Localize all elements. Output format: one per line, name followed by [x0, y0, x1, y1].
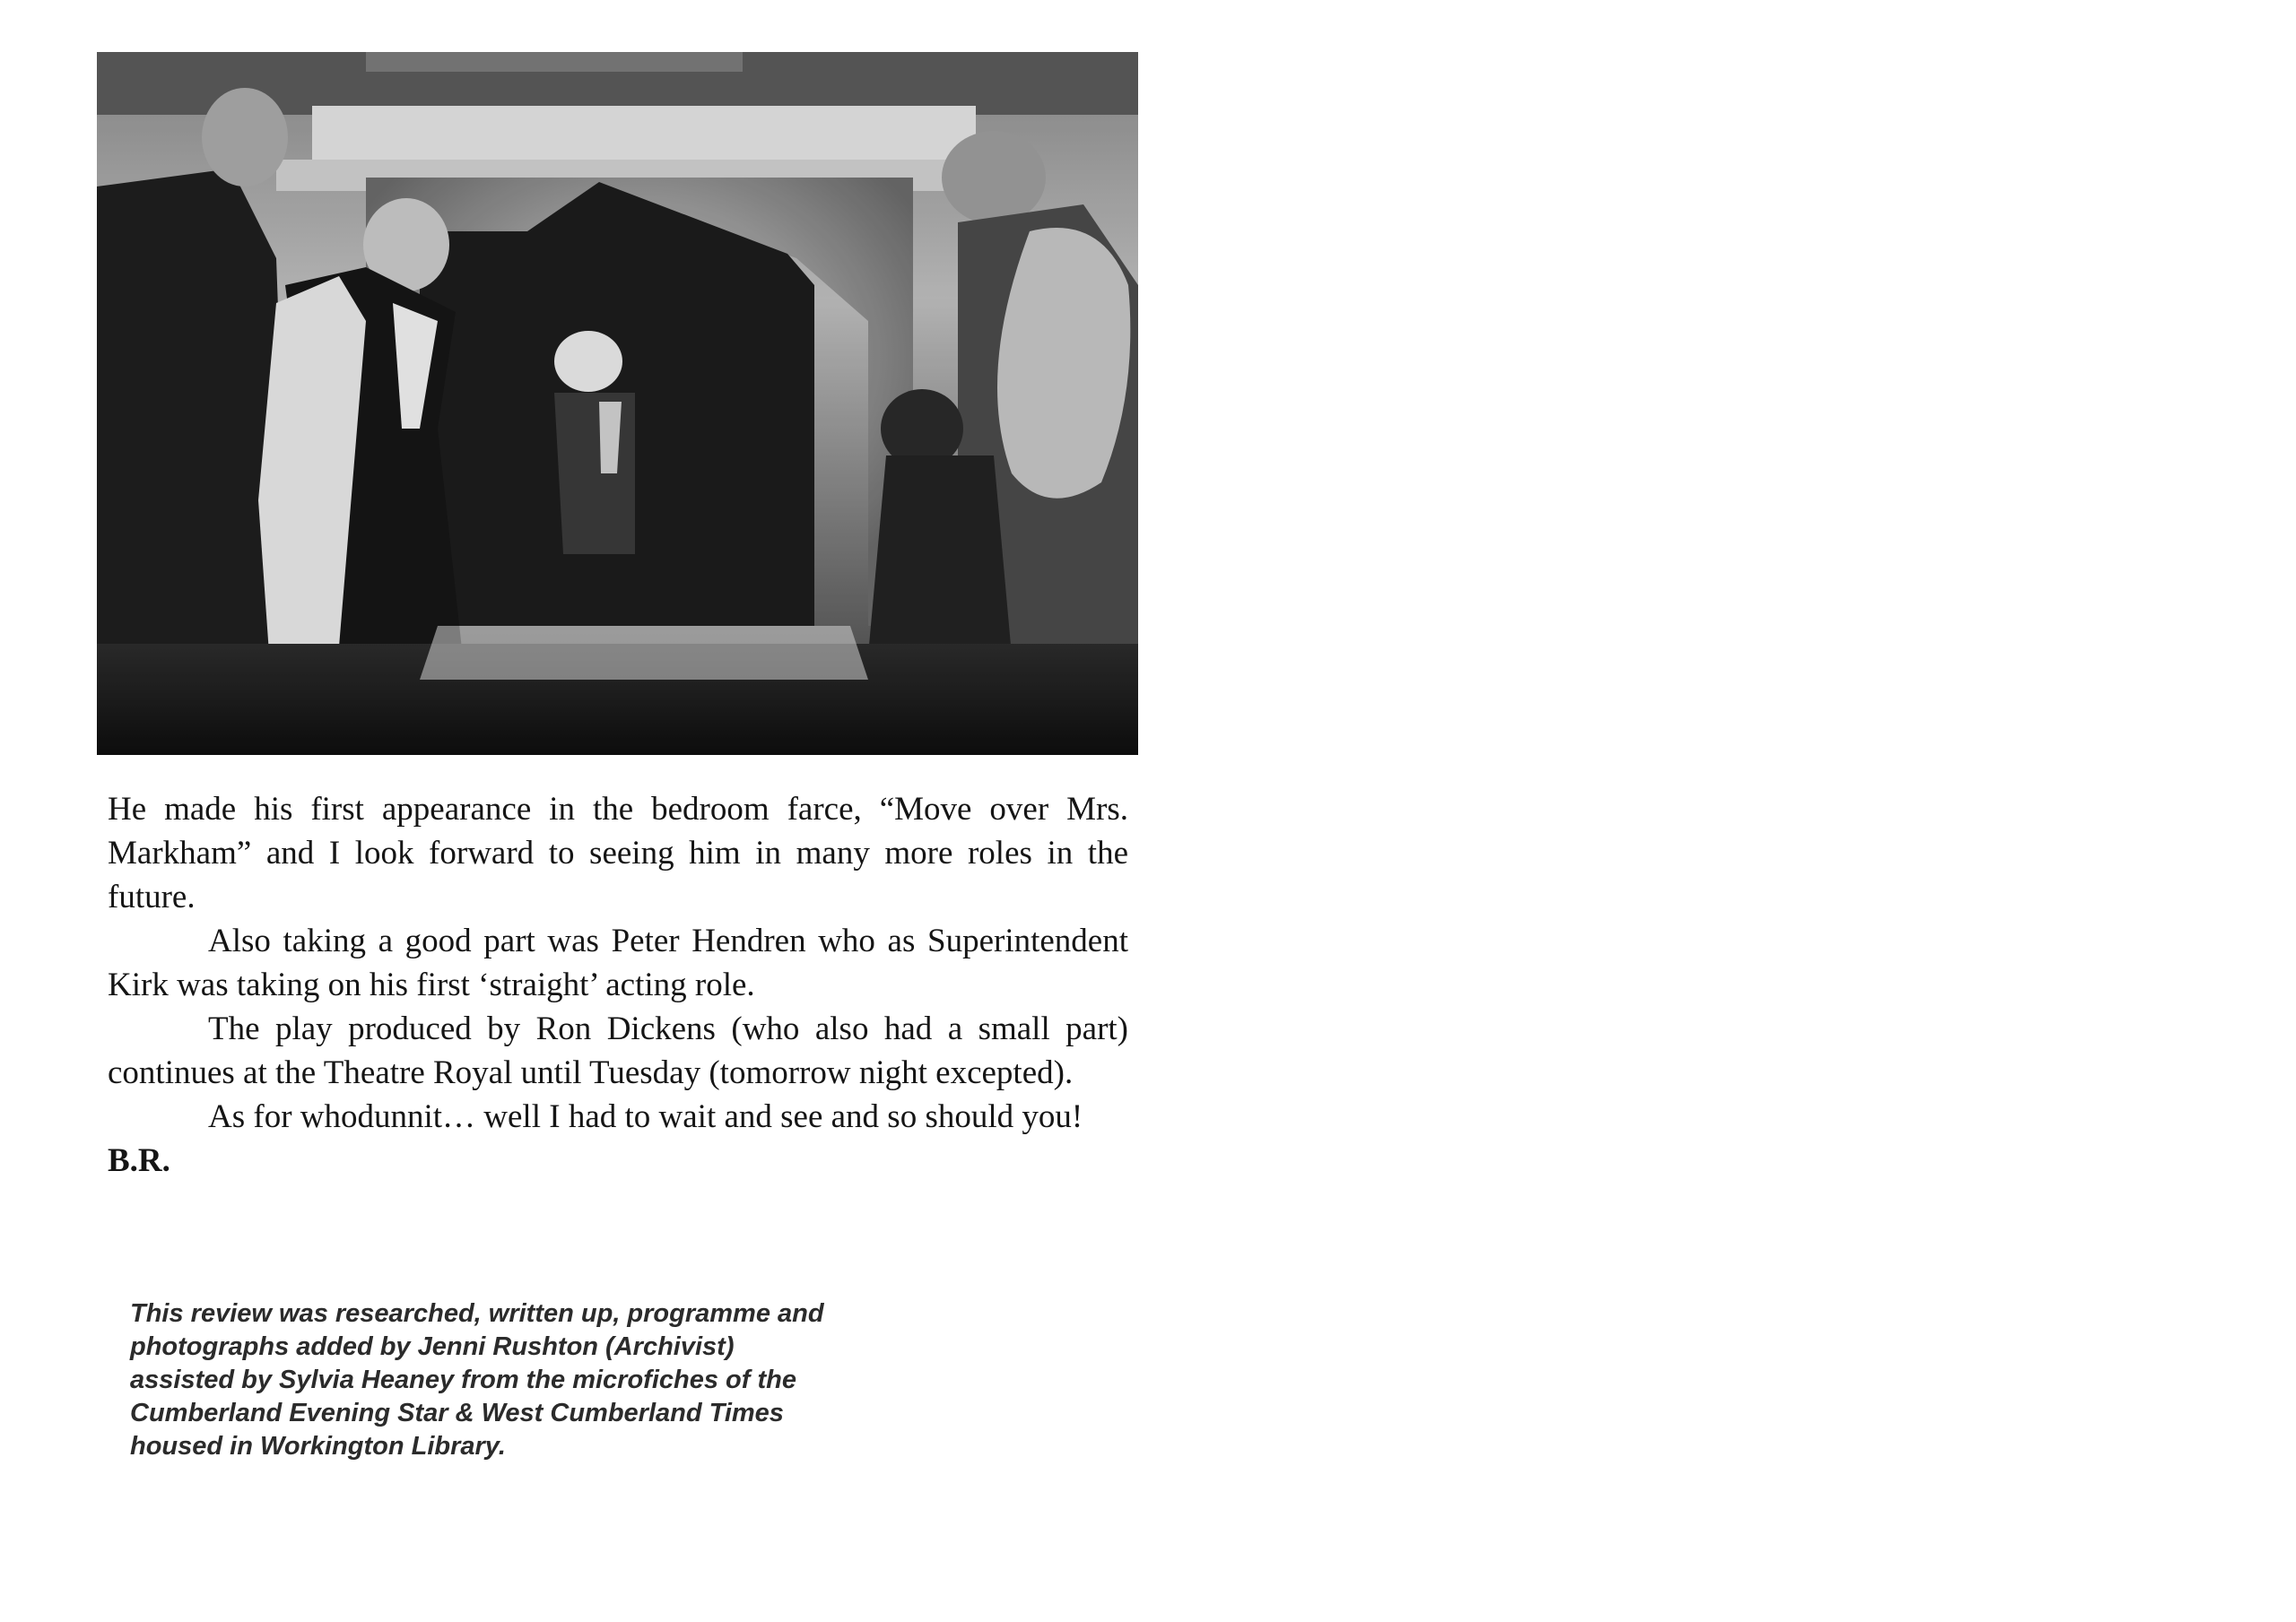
archive-credit-note: This review was researched, written up, programme and photographs added by Jenni Rushton (Archivist) assisted by Sylvia Heaney from the microfiches of the Cumberland Evening Star & West Cumberland Times housed in Workington Library.	[130, 1299, 824, 1461]
paragraph: As for whodunnit… well I had to wait and see and so should you!	[208, 1098, 1083, 1135]
paragraph: Also taking a good part was Peter Hendren who as Superintendent Kirk was taking on his first ‘straight’ acting role.	[108, 923, 1128, 1003]
paragraph: The play produced by Ron Dickens (who also had a small part) continues at the Theatre Royal until Tuesday (tomorrow night excepted).	[108, 1010, 1128, 1091]
review-article	[108, 787, 1128, 1183]
paragraph: He made his first appearance in the bedroom farce, “Move over Mrs. Markham” and I look forward to seeing him in many more roles in the future.	[108, 791, 1128, 915]
stage-photograph-icon	[97, 52, 1138, 755]
author-signature: B.R.	[108, 1142, 170, 1179]
stage-photograph	[97, 52, 1138, 755]
